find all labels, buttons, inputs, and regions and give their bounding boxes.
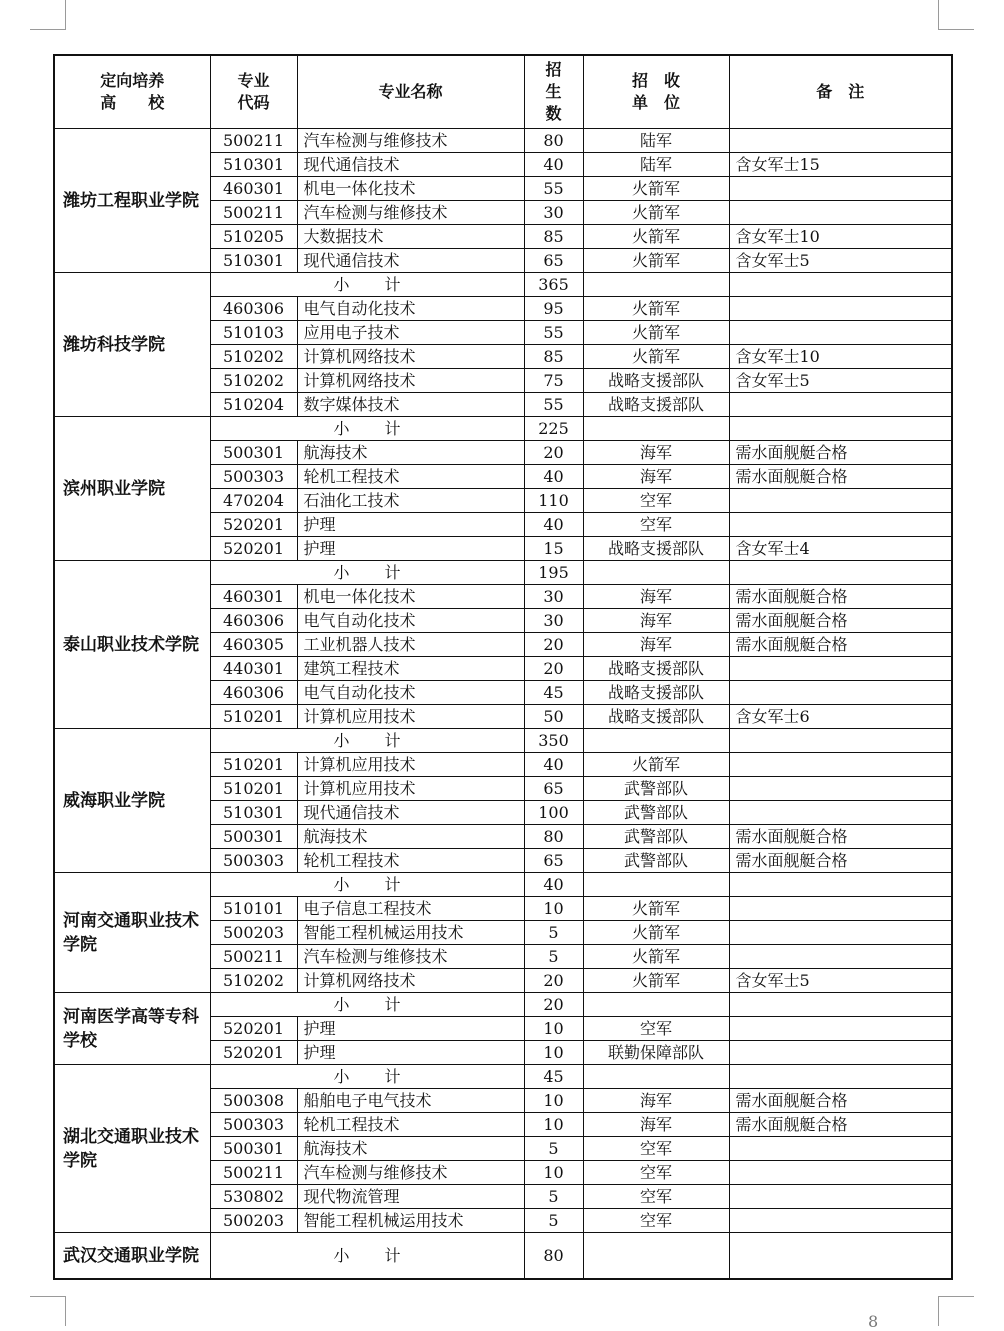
major-name: 护理 — [297, 513, 524, 537]
enroll-count: 40 — [524, 153, 583, 177]
major-code: 510201 — [210, 705, 297, 729]
table-row — [54, 129, 952, 153]
remark: 需水面舰艇合格 — [729, 849, 952, 873]
major-code: 500301 — [210, 825, 297, 849]
remark — [729, 681, 952, 705]
enroll-count: 45 — [524, 681, 583, 705]
remark: 需水面舰艇合格 — [729, 1089, 952, 1113]
enroll-count: 15 — [524, 537, 583, 561]
subtotal-row — [54, 273, 952, 297]
major-name: 汽车检测与维修技术 — [297, 201, 524, 225]
major-code: 510101 — [210, 897, 297, 921]
enroll-count: 65 — [524, 249, 583, 273]
recruit-unit: 海军 — [583, 633, 729, 657]
remark-cell — [729, 729, 952, 753]
recruit-unit: 武警部队 — [583, 777, 729, 801]
subtotal-label — [210, 1065, 524, 1089]
recruit-unit: 火箭军 — [583, 753, 729, 777]
recruit-unit: 武警部队 — [583, 801, 729, 825]
recruit-unit: 战略支援部队 — [583, 681, 729, 705]
school-name: 潍坊工程职业学院 — [54, 129, 210, 273]
major-name: 电气自动化技术 — [297, 609, 524, 633]
major-code: 470204 — [210, 489, 297, 513]
remark: 含女军士15 — [729, 153, 952, 177]
major-name: 轮机工程技术 — [297, 849, 524, 873]
major-name: 护理 — [297, 1041, 524, 1065]
remark — [729, 753, 952, 777]
major-name: 航海技术 — [297, 441, 524, 465]
remark — [729, 801, 952, 825]
major-code: 500203 — [210, 921, 297, 945]
major-code: 510103 — [210, 321, 297, 345]
major-name: 智能工程机械运用技术 — [297, 1209, 524, 1233]
remark — [729, 921, 952, 945]
school-name: 河南交通职业技术学院 — [54, 873, 210, 993]
remark — [729, 897, 952, 921]
recruit-unit: 火箭军 — [583, 249, 729, 273]
enroll-count: 85 — [524, 345, 583, 369]
major-name: 船舶电子电气技术 — [297, 1089, 524, 1113]
major-name: 应用电子技术 — [297, 321, 524, 345]
subtotal-count: 20 — [524, 993, 583, 1017]
major-code: 500303 — [210, 465, 297, 489]
major-name: 大数据技术 — [297, 225, 524, 249]
recruit-unit: 海军 — [583, 465, 729, 489]
enroll-count: 20 — [524, 633, 583, 657]
crop-mark-bottom-right-v — [938, 1296, 939, 1326]
header-unit: 招 收 单 位 — [583, 55, 729, 129]
major-name: 智能工程机械运用技术 — [297, 921, 524, 945]
subtotal-row — [54, 1233, 952, 1280]
recruit-unit: 火箭军 — [583, 921, 729, 945]
enroll-count: 55 — [524, 321, 583, 345]
remark — [729, 177, 952, 201]
recruit-unit: 火箭军 — [583, 201, 729, 225]
major-name: 现代物流管理 — [297, 1185, 524, 1209]
recruit-unit: 战略支援部队 — [583, 537, 729, 561]
remark — [729, 321, 952, 345]
enroll-count: 85 — [524, 225, 583, 249]
major-code: 510202 — [210, 969, 297, 993]
remark — [729, 657, 952, 681]
major-code: 520201 — [210, 1041, 297, 1065]
enroll-count: 65 — [524, 777, 583, 801]
major-name: 计算机网络技术 — [297, 369, 524, 393]
enroll-count: 80 — [524, 825, 583, 849]
major-code: 500211 — [210, 1161, 297, 1185]
unit-cell — [583, 1233, 729, 1280]
subtotal-count: 365 — [524, 273, 583, 297]
remark-cell — [729, 561, 952, 585]
recruit-unit: 火箭军 — [583, 321, 729, 345]
subtotal-row — [54, 417, 952, 441]
crop-mark-top-right-h — [939, 29, 974, 30]
recruit-unit: 空军 — [583, 1185, 729, 1209]
major-code: 460301 — [210, 585, 297, 609]
recruit-unit: 空军 — [583, 1161, 729, 1185]
header-row — [54, 55, 952, 129]
enroll-count: 95 — [524, 297, 583, 321]
recruit-unit: 火箭军 — [583, 177, 729, 201]
enroll-count: 80 — [524, 129, 583, 153]
enroll-count: 30 — [524, 201, 583, 225]
school-name: 威海职业学院 — [54, 729, 210, 873]
major-name: 电气自动化技术 — [297, 681, 524, 705]
major-name: 护理 — [297, 1017, 524, 1041]
enroll-count: 40 — [524, 753, 583, 777]
recruit-unit: 空军 — [583, 1209, 729, 1233]
major-name: 汽车检测与维修技术 — [297, 129, 524, 153]
major-name: 计算机应用技术 — [297, 705, 524, 729]
recruit-unit: 战略支援部队 — [583, 705, 729, 729]
enroll-count: 30 — [524, 585, 583, 609]
crop-mark-top-left-h — [30, 29, 65, 30]
recruit-unit: 空军 — [583, 513, 729, 537]
unit-cell — [583, 729, 729, 753]
major-code: 510301 — [210, 801, 297, 825]
school-name: 武汉交通职业学院 — [54, 1233, 210, 1280]
crop-mark-top-left-v — [65, 0, 66, 30]
header-remark: 备 注 — [729, 55, 952, 129]
remark — [729, 1161, 952, 1185]
major-code: 500211 — [210, 129, 297, 153]
school-name: 河南医学高等专科学校 — [54, 993, 210, 1065]
header-count: 招 生 数 — [524, 55, 583, 129]
enroll-count: 10 — [524, 1017, 583, 1041]
unit-cell — [583, 993, 729, 1017]
major-code: 500211 — [210, 945, 297, 969]
major-name: 轮机工程技术 — [297, 465, 524, 489]
major-code: 460305 — [210, 633, 297, 657]
school-name: 泰山职业技术学院 — [54, 561, 210, 729]
subtotal-text: 小 计 — [333, 1067, 401, 1086]
subtotal-text: 小 计 — [333, 875, 401, 894]
enroll-count: 40 — [524, 513, 583, 537]
remark-cell — [729, 417, 952, 441]
recruit-unit: 武警部队 — [583, 825, 729, 849]
unit-cell — [583, 561, 729, 585]
header-code: 专业 代码 — [210, 55, 297, 129]
remark-cell — [729, 993, 952, 1017]
major-code: 510202 — [210, 345, 297, 369]
major-name: 计算机应用技术 — [297, 753, 524, 777]
major-code: 520201 — [210, 513, 297, 537]
enroll-count: 5 — [524, 921, 583, 945]
recruit-unit: 海军 — [583, 441, 729, 465]
major-code: 520201 — [210, 1017, 297, 1041]
remark — [729, 1209, 952, 1233]
remark-cell — [729, 273, 952, 297]
major-code: 500203 — [210, 1209, 297, 1233]
enroll-count: 30 — [524, 609, 583, 633]
school-name: 滨州职业学院 — [54, 417, 210, 561]
enroll-count: 75 — [524, 369, 583, 393]
remark — [729, 489, 952, 513]
subtotal-text: 小 计 — [333, 995, 401, 1014]
major-name: 轮机工程技术 — [297, 1113, 524, 1137]
recruit-unit: 空军 — [583, 1017, 729, 1041]
remark: 含女军士10 — [729, 345, 952, 369]
enroll-count: 20 — [524, 657, 583, 681]
major-code: 460306 — [210, 297, 297, 321]
major-code: 500301 — [210, 441, 297, 465]
subtotal-label — [210, 561, 524, 585]
major-code: 440301 — [210, 657, 297, 681]
remark: 需水面舰艇合格 — [729, 633, 952, 657]
remark: 含女军士5 — [729, 249, 952, 273]
recruit-unit: 火箭军 — [583, 225, 729, 249]
major-name: 汽车检测与维修技术 — [297, 945, 524, 969]
subtotal-row — [54, 561, 952, 585]
major-code: 520201 — [210, 537, 297, 561]
school-name: 潍坊科技学院 — [54, 273, 210, 417]
table-body — [54, 129, 952, 1280]
major-name: 工业机器人技术 — [297, 633, 524, 657]
subtotal-label — [210, 273, 524, 297]
recruit-unit: 战略支援部队 — [583, 393, 729, 417]
major-name: 航海技术 — [297, 825, 524, 849]
subtotal-count: 350 — [524, 729, 583, 753]
recruit-unit: 海军 — [583, 585, 729, 609]
enroll-count: 20 — [524, 969, 583, 993]
subtotal-text: 小 计 — [333, 1246, 401, 1265]
remark — [729, 201, 952, 225]
recruit-unit: 火箭军 — [583, 297, 729, 321]
remark: 含女军士6 — [729, 705, 952, 729]
enroll-count: 50 — [524, 705, 583, 729]
remark: 含女军士10 — [729, 225, 952, 249]
major-code: 510301 — [210, 153, 297, 177]
major-code: 460301 — [210, 177, 297, 201]
major-code: 500301 — [210, 1137, 297, 1161]
remark: 需水面舰艇合格 — [729, 441, 952, 465]
subtotal-label — [210, 873, 524, 897]
enroll-count: 55 — [524, 393, 583, 417]
major-name: 现代通信技术 — [297, 249, 524, 273]
major-code: 530802 — [210, 1185, 297, 1209]
subtotal-row — [54, 873, 952, 897]
subtotal-row — [54, 1065, 952, 1089]
enroll-count: 10 — [524, 1113, 583, 1137]
header-school: 定向培养 高 校 — [54, 55, 210, 129]
recruit-unit: 火箭军 — [583, 969, 729, 993]
remark — [729, 513, 952, 537]
enroll-count: 100 — [524, 801, 583, 825]
school-name: 湖北交通职业技术学院 — [54, 1065, 210, 1233]
major-name: 计算机应用技术 — [297, 777, 524, 801]
enroll-count: 5 — [524, 945, 583, 969]
major-name: 电气自动化技术 — [297, 297, 524, 321]
recruit-unit: 联勤保障部队 — [583, 1041, 729, 1065]
remark: 需水面舰艇合格 — [729, 1113, 952, 1137]
major-code: 510201 — [210, 753, 297, 777]
major-code: 460306 — [210, 681, 297, 705]
subtotal-text: 小 计 — [333, 419, 401, 438]
remark: 含女军士5 — [729, 969, 952, 993]
subtotal-count: 45 — [524, 1065, 583, 1089]
enroll-count: 40 — [524, 465, 583, 489]
remark — [729, 777, 952, 801]
unit-cell — [583, 1065, 729, 1089]
recruit-unit: 火箭军 — [583, 345, 729, 369]
major-name: 现代通信技术 — [297, 153, 524, 177]
subtotal-label — [210, 993, 524, 1017]
major-code: 500308 — [210, 1089, 297, 1113]
recruit-unit: 陆军 — [583, 153, 729, 177]
major-name: 护理 — [297, 537, 524, 561]
remark — [729, 297, 952, 321]
enroll-count: 5 — [524, 1209, 583, 1233]
subtotal-row — [54, 729, 952, 753]
remark — [729, 1041, 952, 1065]
subtotal-text: 小 计 — [333, 731, 401, 750]
recruit-unit: 火箭军 — [583, 945, 729, 969]
recruit-unit: 海军 — [583, 1113, 729, 1137]
enroll-count: 10 — [524, 897, 583, 921]
unit-cell — [583, 273, 729, 297]
unit-cell — [583, 873, 729, 897]
subtotal-label — [210, 729, 524, 753]
enrollment-table — [53, 54, 953, 1280]
enroll-count: 5 — [524, 1185, 583, 1209]
subtotal-count: 195 — [524, 561, 583, 585]
enroll-count: 55 — [524, 177, 583, 201]
crop-mark-top-right-v — [938, 0, 939, 30]
recruit-unit: 陆军 — [583, 129, 729, 153]
enroll-count: 5 — [524, 1137, 583, 1161]
remark — [729, 393, 952, 417]
major-code: 510202 — [210, 369, 297, 393]
major-name: 航海技术 — [297, 1137, 524, 1161]
major-code: 500303 — [210, 849, 297, 873]
remark: 含女军士4 — [729, 537, 952, 561]
subtotal-row — [54, 993, 952, 1017]
remark-cell — [729, 1065, 952, 1089]
remark — [729, 129, 952, 153]
enroll-count: 20 — [524, 441, 583, 465]
major-name: 现代通信技术 — [297, 801, 524, 825]
major-name: 计算机网络技术 — [297, 969, 524, 993]
header-major: 专业名称 — [297, 55, 524, 129]
major-code: 510205 — [210, 225, 297, 249]
remark — [729, 1017, 952, 1041]
major-code: 510201 — [210, 777, 297, 801]
remark: 需水面舰艇合格 — [729, 609, 952, 633]
enroll-count: 65 — [524, 849, 583, 873]
major-code: 460306 — [210, 609, 297, 633]
remark: 需水面舰艇合格 — [729, 825, 952, 849]
major-name: 机电一体化技术 — [297, 177, 524, 201]
subtotal-text: 小 计 — [333, 275, 401, 294]
enroll-count: 10 — [524, 1161, 583, 1185]
remark — [729, 1185, 952, 1209]
major-name: 电子信息工程技术 — [297, 897, 524, 921]
subtotal-label — [210, 417, 524, 441]
page-number-fragment: 8 — [868, 1312, 879, 1331]
major-code: 510301 — [210, 249, 297, 273]
subtotal-count: 225 — [524, 417, 583, 441]
major-name: 石油化工技术 — [297, 489, 524, 513]
major-name: 数字媒体技术 — [297, 393, 524, 417]
major-code: 510204 — [210, 393, 297, 417]
remark: 需水面舰艇合格 — [729, 465, 952, 489]
subtotal-count: 80 — [524, 1233, 583, 1280]
recruit-unit: 空军 — [583, 1137, 729, 1161]
major-code: 500211 — [210, 201, 297, 225]
remark-cell — [729, 873, 952, 897]
recruit-unit: 战略支援部队 — [583, 657, 729, 681]
remark — [729, 945, 952, 969]
recruit-unit: 战略支援部队 — [583, 369, 729, 393]
subtotal-text: 小 计 — [333, 563, 401, 582]
crop-mark-bottom-left-v — [65, 1296, 66, 1326]
crop-mark-bottom-right-h — [939, 1296, 974, 1297]
recruit-unit: 海军 — [583, 1089, 729, 1113]
crop-mark-bottom-left-h — [30, 1296, 65, 1297]
subtotal-label — [210, 1233, 524, 1280]
recruit-unit: 海军 — [583, 609, 729, 633]
subtotal-count: 40 — [524, 873, 583, 897]
major-name: 建筑工程技术 — [297, 657, 524, 681]
remark: 需水面舰艇合格 — [729, 585, 952, 609]
enroll-count: 10 — [524, 1089, 583, 1113]
enroll-count: 10 — [524, 1041, 583, 1065]
recruit-unit: 空军 — [583, 489, 729, 513]
remark-cell — [729, 1233, 952, 1280]
remark: 含女军士5 — [729, 369, 952, 393]
unit-cell — [583, 417, 729, 441]
major-code: 500303 — [210, 1113, 297, 1137]
major-name: 机电一体化技术 — [297, 585, 524, 609]
recruit-unit: 武警部队 — [583, 849, 729, 873]
enroll-count: 110 — [524, 489, 583, 513]
recruit-unit: 火箭军 — [583, 897, 729, 921]
remark — [729, 1137, 952, 1161]
major-name: 汽车检测与维修技术 — [297, 1161, 524, 1185]
major-name: 计算机网络技术 — [297, 345, 524, 369]
